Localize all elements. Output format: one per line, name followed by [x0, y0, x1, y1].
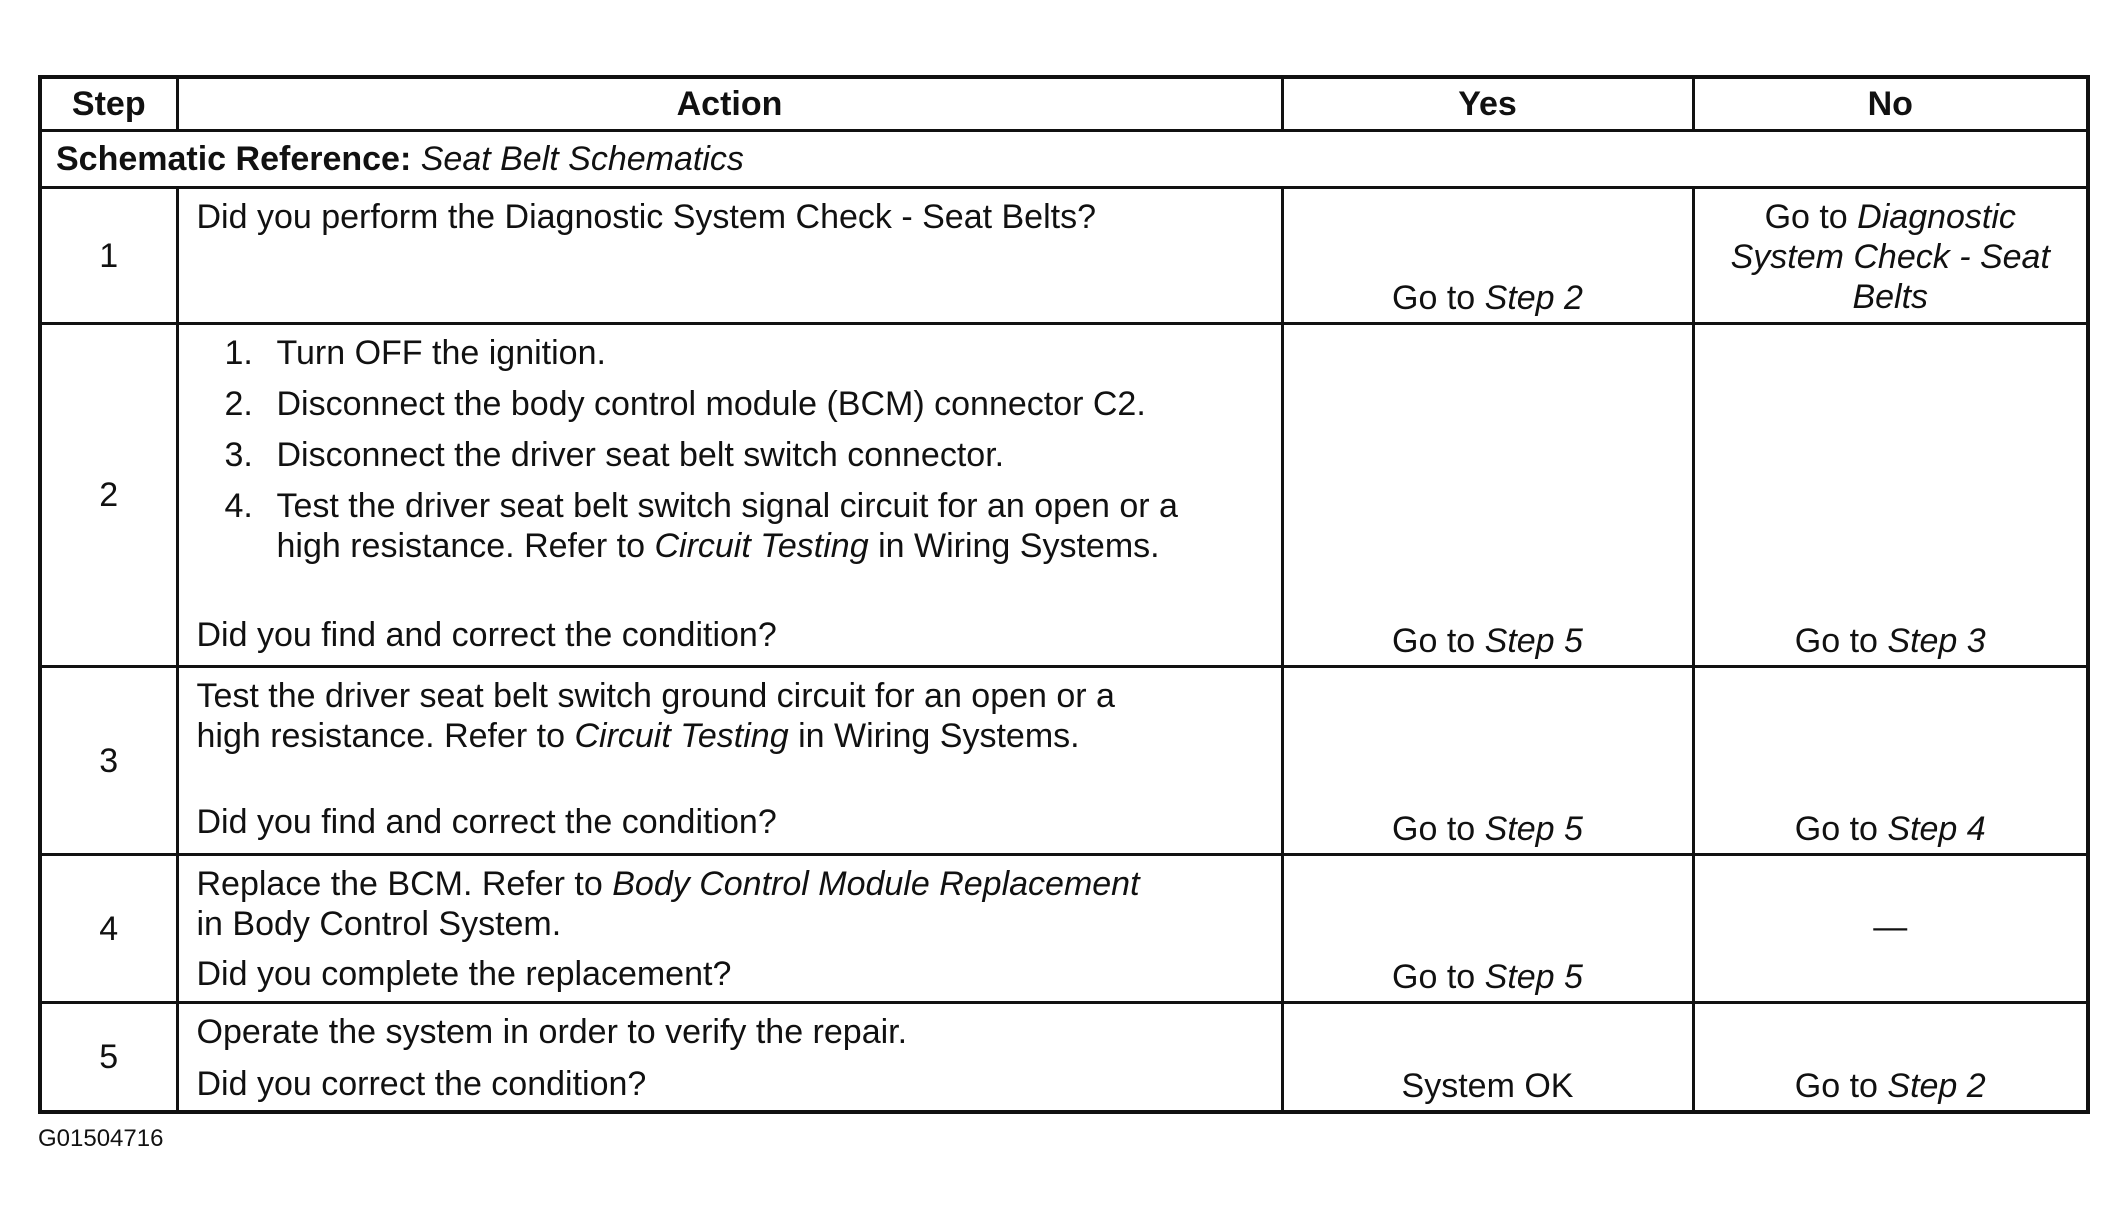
substep-text: Turn OFF the ignition.	[276, 334, 606, 372]
diagnostic-table	[38, 75, 2090, 1114]
yes-prefix: Go to	[1392, 958, 1485, 996]
question-text: Did you find and correct the condition?	[196, 803, 777, 841]
action-text: high resistance. Refer to	[196, 717, 575, 755]
substep-text: in Wiring Systems.	[868, 527, 1160, 565]
yes-prefix: Go to	[1392, 622, 1485, 660]
circuit-testing-link[interactable]: Circuit Testing	[574, 717, 789, 755]
header-row	[40, 77, 2088, 131]
action-text: in Body Control System.	[196, 905, 562, 943]
header-step: Step	[40, 77, 177, 131]
circuit-testing-link[interactable]: Circuit Testing	[654, 527, 869, 565]
header-action: Action	[177, 77, 1282, 131]
step-number: 5	[40, 1003, 177, 1113]
substep-item	[197, 384, 1263, 424]
header-no: No	[1693, 77, 2088, 131]
action-text: Operate the system in order to verify the repair.	[196, 1013, 908, 1051]
substep-number: 4.	[224, 487, 253, 525]
step-number: 3	[40, 667, 177, 855]
question-text: Did you find and correct the condition?	[196, 616, 777, 654]
no-link-line1[interactable]: Diagnostic	[1857, 198, 2016, 236]
no-cell	[1693, 188, 2088, 324]
action-cell	[177, 188, 1282, 324]
yes-step-link[interactable]: Step 2	[1484, 279, 1583, 317]
action-cell	[177, 855, 1282, 1003]
yes-step-link[interactable]: Step 5	[1484, 622, 1583, 660]
no-prefix: Go to	[1764, 198, 1858, 236]
substep-number: 2.	[224, 385, 253, 423]
no-prefix: Go to	[1794, 810, 1888, 848]
yes-prefix: Go to	[1392, 810, 1485, 848]
action-text: Test the driver seat belt switch ground circuit for an open or a	[196, 677, 1115, 715]
yes-cell	[1282, 667, 1693, 855]
yes-prefix: Go to	[1392, 279, 1485, 317]
no-link-line2[interactable]: System Check - Seat	[1730, 238, 2050, 276]
table-row-step-3	[40, 667, 2088, 855]
no-cell	[1693, 667, 2088, 855]
substep-number: 1.	[224, 334, 253, 372]
no-step-link[interactable]: Step 2	[1887, 1067, 1986, 1105]
bcm-replacement-link[interactable]: Body Control Module Replacement	[612, 865, 1140, 903]
schematic-reference-label: Schematic Reference:	[56, 140, 412, 178]
table-row-step-2	[40, 324, 2088, 667]
substep-item	[197, 435, 1263, 475]
no-cell	[1693, 324, 2088, 667]
schematic-reference	[40, 131, 2088, 188]
no-cell	[1693, 855, 2088, 1003]
no-step-link[interactable]: Step 3	[1887, 622, 1986, 660]
no-cell	[1693, 1003, 2088, 1113]
action-text: Did you perform the Diagnostic System Check - Seat Belts?	[196, 198, 1096, 236]
step-number: 2	[40, 324, 177, 667]
table-row-step-4	[40, 855, 2088, 1003]
yes-step-link[interactable]: Step 5	[1484, 810, 1583, 848]
no-step-link[interactable]: Step 4	[1887, 810, 1986, 848]
table-row-step-1	[40, 188, 2088, 324]
question-text: Did you complete the replacement?	[196, 955, 732, 993]
substep-number: 3.	[224, 436, 253, 474]
step-number: 4	[40, 855, 177, 1003]
action-cell	[177, 324, 1282, 667]
yes-cell	[1282, 324, 1693, 667]
substep-text: high resistance. Refer to	[276, 527, 655, 565]
question-text: Did you correct the condition?	[196, 1065, 647, 1103]
step-number: 1	[40, 188, 177, 324]
yes-cell	[1282, 1003, 1693, 1113]
substep-text: Test the driver seat belt switch signal circuit for an open or a	[276, 487, 1178, 525]
action-text: in Wiring Systems.	[788, 717, 1080, 755]
no-prefix: Go to	[1794, 1067, 1888, 1105]
no-prefix: Go to	[1794, 622, 1888, 660]
no-dash: —	[1873, 907, 1908, 946]
substep-list	[197, 333, 1263, 566]
substep-text: Disconnect the driver seat belt switch connector.	[276, 436, 1005, 474]
yes-cell	[1282, 188, 1693, 324]
schematic-reference-link[interactable]: Seat Belt Schematics	[420, 140, 744, 178]
schematic-reference-row	[40, 131, 2088, 188]
yes-text: System OK	[1401, 1067, 1574, 1105]
header-yes: Yes	[1282, 77, 1693, 131]
action-text: Replace the BCM. Refer to	[196, 865, 613, 903]
substep-text: Disconnect the body control module (BCM) connector C2.	[276, 385, 1146, 423]
substep-item	[197, 486, 1263, 566]
substep-item	[197, 333, 1263, 373]
action-cell	[177, 1003, 1282, 1113]
figure-id: G01504716	[38, 1125, 164, 1152]
no-link-line3[interactable]: Belts	[1852, 278, 1929, 316]
table-row-step-5	[40, 1003, 2088, 1113]
yes-cell	[1282, 855, 1693, 1003]
yes-step-link[interactable]: Step 5	[1484, 958, 1583, 996]
action-cell	[177, 667, 1282, 855]
